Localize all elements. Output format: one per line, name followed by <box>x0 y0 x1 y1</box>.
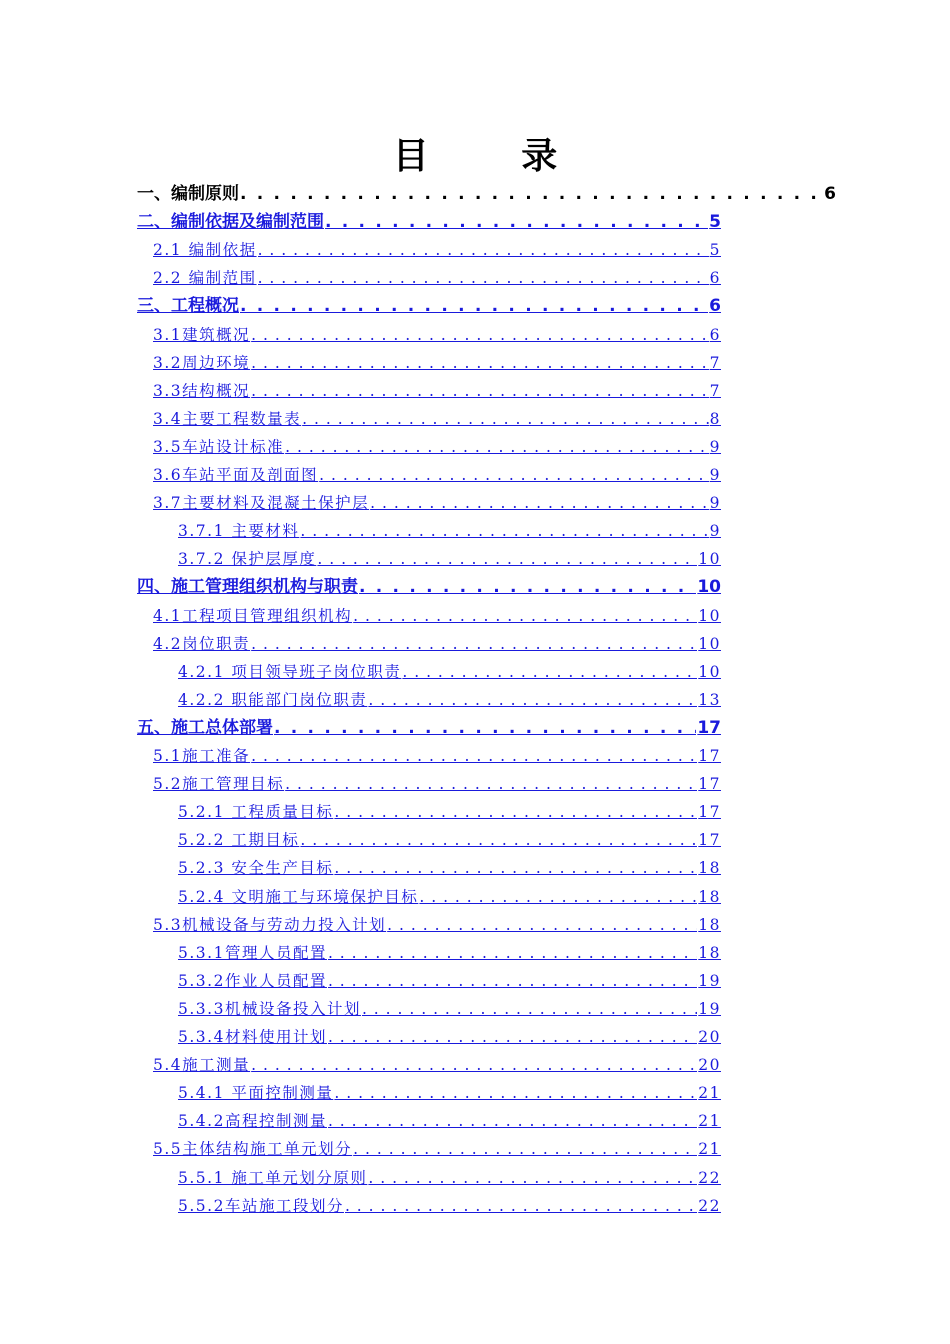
toc-entry[interactable] <box>137 714 721 742</box>
toc-entry[interactable] <box>178 1107 721 1135</box>
toc-entry[interactable] <box>153 602 721 630</box>
toc-entry-label: 3.7.2 保护层厚度 <box>178 550 317 569</box>
toc-entry-page: 13 <box>698 690 721 709</box>
toc-leader-dots <box>334 854 697 882</box>
toc-leader-dots <box>328 1023 697 1051</box>
toc-leader-dots <box>362 995 697 1023</box>
toc-entry[interactable] <box>178 967 721 995</box>
toc-entry-label: 4.2.2 职能部门岗位职责 <box>178 690 368 709</box>
toc-entry-label: 五、施工总体部署 <box>137 717 273 738</box>
toc-entry[interactable] <box>153 742 721 770</box>
toc-entry-label: 5.1施工准备 <box>153 747 251 765</box>
toc-entry-label: 3.6车站平面及剖面图 <box>153 466 319 484</box>
toc-entry-label: 一、编制原则 <box>137 184 239 204</box>
toc-entry-label: 二、编制依据及编制范围 <box>137 212 324 233</box>
toc-entry-page: 18 <box>698 859 721 878</box>
toc-entry[interactable] <box>153 321 721 349</box>
toc-leader-dots <box>251 377 708 405</box>
toc-entry-page: 17 <box>698 831 721 850</box>
toc-leader-dots <box>300 517 708 545</box>
toc-leader-dots <box>251 321 708 349</box>
toc-leader-dots <box>240 292 708 320</box>
toc-leader-dots <box>319 461 708 489</box>
toc-leader-dots <box>353 1135 697 1163</box>
toc-entry[interactable] <box>178 798 721 826</box>
toc-entry[interactable] <box>153 461 721 489</box>
toc-leader-dots <box>328 967 697 995</box>
toc-entry-page: 8 <box>709 409 721 428</box>
toc-leader-dots <box>328 939 697 967</box>
toc-leader-dots <box>251 742 697 770</box>
toc-leader-dots <box>325 208 708 236</box>
toc-entry-label: 5.5.1 施工单元划分原则 <box>178 1168 368 1187</box>
toc-entry-page: 6 <box>709 296 721 317</box>
toc-entry-label: 5.2.3 安全生产目标 <box>178 859 334 878</box>
toc-entry-page: 20 <box>698 1028 721 1046</box>
toc-entry-label: 5.4.2高程控制测量 <box>178 1112 327 1131</box>
toc-leader-dots <box>274 714 696 742</box>
toc-leader-dots <box>368 1164 697 1192</box>
toc-leader-dots <box>328 1107 697 1135</box>
toc-entry[interactable] <box>178 826 721 854</box>
toc-entry-page: 18 <box>698 943 721 962</box>
toc-entry[interactable] <box>178 1079 721 1107</box>
toc-entry[interactable] <box>137 573 721 601</box>
toc-entry-page: 6 <box>824 184 836 204</box>
toc-entry[interactable] <box>178 939 721 967</box>
toc-entry-page: 10 <box>697 577 721 598</box>
toc-entry[interactable] <box>178 686 721 714</box>
toc-entry-label: 5.4.1 平面控制测量 <box>178 1084 334 1103</box>
toc-entry-page: 19 <box>698 999 721 1018</box>
toc-entry-label: 4.2.1 项目领导班子岗位职责 <box>178 662 402 681</box>
toc-leader-dots <box>359 573 696 601</box>
toc-entry[interactable] <box>153 405 721 433</box>
toc-entry <box>137 180 836 208</box>
toc-leader-dots <box>285 433 708 461</box>
toc-entry-page: 22 <box>698 1168 721 1187</box>
toc-entry-page: 10 <box>698 606 721 625</box>
toc-entry-label: 5.3.2作业人员配置 <box>178 971 327 990</box>
toc-entry-page: 21 <box>698 1084 721 1103</box>
toc-entry-page: 5 <box>709 241 721 260</box>
toc-entry-page: 17 <box>698 747 721 765</box>
toc-entry[interactable] <box>153 630 721 658</box>
toc-entry[interactable] <box>178 883 721 911</box>
toc-entry-label: 3.1建筑概况 <box>153 325 251 344</box>
toc-entry-page: 17 <box>698 775 721 794</box>
toc-entry-page: 9 <box>709 437 721 456</box>
toc-entry-page: 10 <box>698 550 721 569</box>
toc-entry-label: 5.5主体结构施工单元划分 <box>153 1140 353 1159</box>
toc-entry-page: 21 <box>698 1112 721 1131</box>
toc-leader-dots <box>387 911 697 939</box>
toc-entry-page: 5 <box>709 212 721 233</box>
toc-leader-dots <box>302 405 708 433</box>
toc-entry-label: 4.1工程项目管理组织机构 <box>153 606 353 625</box>
toc-leader-dots <box>402 658 697 686</box>
toc-entry-page: 20 <box>698 1056 721 1075</box>
toc-entry-label: 5.4施工测量 <box>153 1056 251 1075</box>
toc-leader-dots <box>345 1192 697 1220</box>
toc-entry[interactable] <box>153 433 721 461</box>
toc-entry-page: 7 <box>709 353 721 372</box>
toc-entry-label: 四、施工管理组织机构与职责 <box>137 577 358 598</box>
toc-leader-dots <box>300 826 697 854</box>
toc-leader-dots <box>240 180 823 208</box>
toc-entry-page: 7 <box>709 381 721 400</box>
toc-entry-page: 19 <box>698 971 721 990</box>
toc-entry[interactable] <box>153 349 721 377</box>
toc-entry-label: 5.3机械设备与劳动力投入计划 <box>153 915 387 934</box>
toc-entry[interactable] <box>178 1023 721 1051</box>
toc-entry-page: 17 <box>698 803 721 822</box>
toc-entry-label: 3.7.1 主要材料 <box>178 522 300 541</box>
toc-entry-label: 5.2施工管理目标 <box>153 775 285 794</box>
toc-title: 目 录 <box>392 136 598 177</box>
toc-entry[interactable] <box>153 377 721 405</box>
toc-entry[interactable] <box>178 545 721 573</box>
toc-leader-dots <box>368 686 697 714</box>
toc-leader-dots <box>334 798 697 826</box>
toc-entry[interactable] <box>153 1051 721 1079</box>
toc-entry-label: 5.3.3机械设备投入计划 <box>178 999 361 1018</box>
toc-entry-page: 9 <box>709 494 721 513</box>
toc-leader-dots <box>251 349 708 377</box>
toc-entry-label: 4.2岗位职责 <box>153 634 251 653</box>
toc-entry[interactable] <box>153 264 721 292</box>
toc-entry-page: 10 <box>698 662 721 681</box>
toc-entry-page: 9 <box>709 522 721 541</box>
toc-entry-label: 3.3结构概况 <box>153 381 251 400</box>
toc-entry-label: 三、工程概况 <box>137 296 239 317</box>
toc-entry-page: 22 <box>698 1196 721 1215</box>
toc-leader-dots <box>258 236 709 264</box>
toc-entry[interactable] <box>153 911 721 939</box>
toc-leader-dots <box>317 545 697 573</box>
toc-entry-label: 3.5车站设计标准 <box>153 437 285 456</box>
toc-entry[interactable] <box>178 995 721 1023</box>
toc-entry[interactable] <box>178 517 721 545</box>
toc-leader-dots <box>334 1079 697 1107</box>
toc-entry-page: 21 <box>698 1140 721 1159</box>
toc-leader-dots <box>370 489 708 517</box>
toc-entry-label: 3.4主要工程数量表 <box>153 409 302 428</box>
toc-entry-page: 18 <box>698 915 721 934</box>
toc-entry[interactable] <box>137 292 721 320</box>
toc-entry-label: 5.5.2车站施工段划分 <box>178 1196 344 1215</box>
toc-entry-label: 3.2周边环境 <box>153 353 251 372</box>
toc-entry[interactable] <box>178 1164 721 1192</box>
toc-entry[interactable] <box>153 489 721 517</box>
toc-entry-label: 5.2.1 工程质量目标 <box>178 803 334 822</box>
toc-leader-dots <box>285 770 697 798</box>
toc-entry-page: 10 <box>698 634 721 653</box>
toc-leader-dots <box>251 630 697 658</box>
toc-entry[interactable] <box>153 236 721 264</box>
toc-entry[interactable] <box>153 1135 721 1163</box>
toc-entry-label: 2.1 编制依据 <box>153 241 257 260</box>
toc-entry[interactable] <box>178 1192 721 1220</box>
toc-entry-label: 5.2.4 文明施工与环境保护目标 <box>178 887 419 906</box>
toc-entry-label: 5.3.1管理人员配置 <box>178 943 327 962</box>
toc-entry[interactable] <box>178 658 721 686</box>
toc-entry[interactable] <box>137 208 721 236</box>
toc-entry-page: 6 <box>709 269 721 288</box>
toc-leader-dots <box>251 1051 697 1079</box>
toc-entry-page: 9 <box>709 466 721 484</box>
toc-entry-label: 5.2.2 工期目标 <box>178 831 300 850</box>
toc-entry-page: 17 <box>697 717 721 738</box>
toc-leader-dots <box>353 602 697 630</box>
toc-entry-page: 6 <box>709 325 721 344</box>
toc-entry-label: 5.3.4材料使用计划 <box>178 1028 327 1046</box>
toc-entry[interactable] <box>153 770 721 798</box>
toc-entry-label: 3.7主要材料及混凝土保护层 <box>153 494 370 513</box>
toc-entry[interactable] <box>178 854 721 882</box>
toc-leader-dots <box>258 264 709 292</box>
toc-entry-page: 18 <box>698 887 721 906</box>
toc-leader-dots <box>419 883 697 911</box>
toc-entry-label: 2.2 编制范围 <box>153 269 257 288</box>
